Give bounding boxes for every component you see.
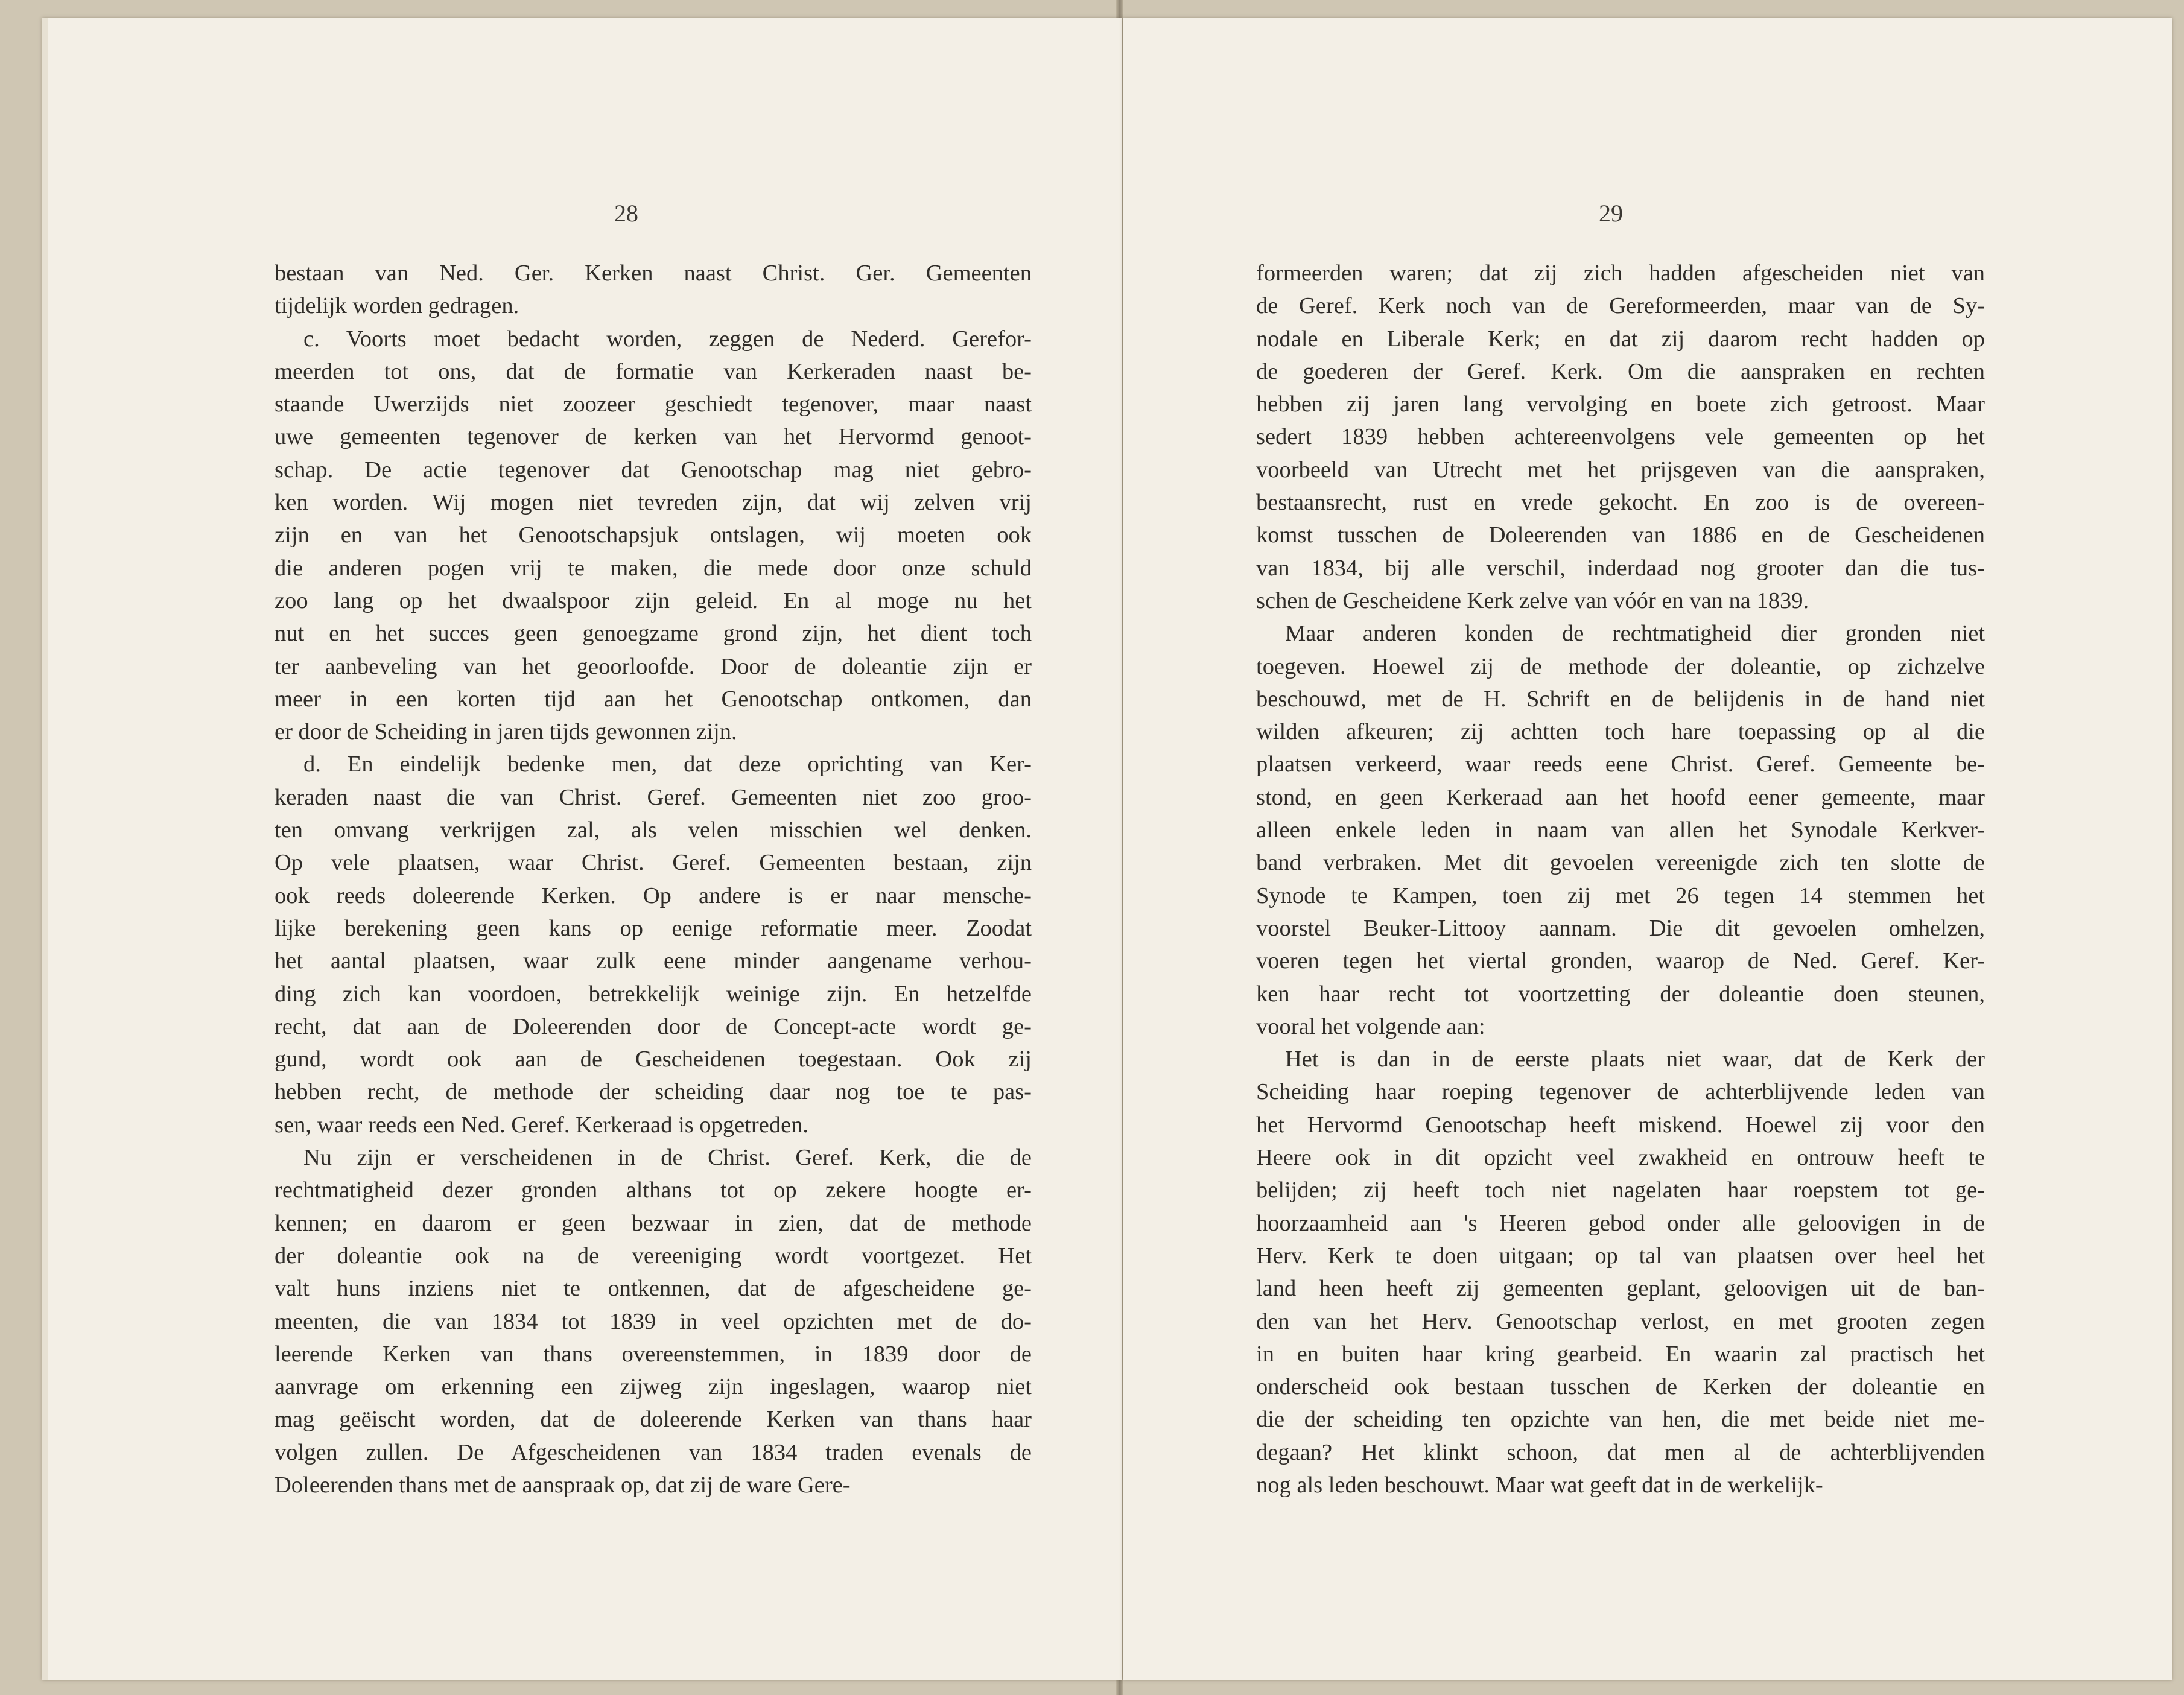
text-line: Het is dan in de eerste plaats niet waar, dat de Kerk der: [1285, 1047, 1985, 1072]
text-line: bestaan van Ned. Ger. Kerken naast Christ. Ger. Gemeenten: [275, 261, 1032, 286]
text-line: leerende Kerken van thans overeenstemmen, in 1839 door de: [275, 1341, 1032, 1367]
text-line: voorstel Beuker-Littooy aannam. Die dit gevoelen omhelzen,: [1256, 915, 1985, 941]
left-page: [42, 18, 1122, 1680]
text-line: belijden; zij heeft toch niet nagelaten haar roepstem tot ge-: [1256, 1177, 1985, 1203]
text-line: ding zich kan voordoen, betrekkelijk weinige zijn. En hetzelfde: [275, 981, 1032, 1007]
text-line: d. En eindelijk bedenke men, dat deze oprichting van Ker-: [303, 752, 1032, 778]
text-line: ook reeds doleerende Kerken. Op andere is er naar mensche-: [275, 882, 1032, 908]
text-line: Maar anderen konden de rechtmatigheid dier gronden niet: [1285, 621, 1985, 647]
text-line: rechtmatigheid dezer gronden althans tot op zekere hoogte er-: [275, 1177, 1032, 1203]
text-line: komst tusschen de Doleerenden van 1886 en de Gescheidenen: [1256, 522, 1985, 548]
text-line: mag geëischt worden, dat de doleerende Kerken van thans haar: [275, 1407, 1032, 1433]
text-line: formeerden waren; dat zij zich hadden afgescheiden niet van: [1256, 261, 1985, 286]
text-line: Doleerenden thans met de aanspraak op, dat zij de ware Gere-: [275, 1472, 851, 1498]
text-line: de goederen der Geref. Kerk. Om die aanspraken en rechten: [1256, 358, 1985, 384]
text-line: nodale en Liberale Kerk; en dat zij daarom recht hadden op: [1256, 326, 1985, 352]
text-line: ter aanbeveling van het geoorloofde. Door de doleantie zijn er: [275, 653, 1032, 679]
text-line: nut en het succes geen genoegzame grond zijn, het dient toch: [275, 621, 1032, 647]
text-line: zoo lang op het dwaalspoor zijn geleid. En al moge nu het: [275, 588, 1032, 613]
page-number-right: 29: [1599, 200, 1623, 227]
text-line: hebben zij jaren lang vervolging en boete zich getroost. Maar: [1256, 391, 1985, 417]
right-page-text: [1256, 257, 1985, 1501]
text-line: volgen zullen. De Afgescheidenen van 1834 traden evenals de: [275, 1439, 1032, 1465]
text-line: Synode te Kampen, toen zij met 26 tegen 14 stemmen het: [1256, 882, 1985, 908]
text-line: der doleantie ook na de vereeniging wordt voortgezet. Het: [275, 1243, 1032, 1269]
text-line: die anderen pogen vrij te maken, die mede door onze schuld: [275, 555, 1032, 581]
text-line: uwe gemeenten tegenover de kerken van het Hervormd genoot-: [275, 424, 1032, 450]
text-line: sedert 1839 hebben achtereenvolgens vele gemeenten op het: [1256, 424, 1985, 450]
text-line: Op vele plaatsen, waar Christ. Geref. Gemeenten bestaan, zijn: [275, 850, 1032, 876]
right-page: [1123, 18, 2172, 1680]
text-line: gund, wordt ook aan de Gescheidenen toegestaan. Ook zij: [275, 1047, 1032, 1072]
text-line: zijn en van het Genootschapsjuk ontslagen, wij moeten ook: [275, 522, 1032, 548]
text-line: tijdelijk worden gedragen.: [275, 293, 519, 319]
text-line: nog als leden beschouwt. Maar wat geeft dat in de werkelijk-: [1256, 1472, 1823, 1498]
text-line: het aantal plaatsen, waar zulk eene minder aangename verhou-: [275, 948, 1032, 974]
text-line: voorbeeld van Utrecht met het prijsgeven van die aanspraken,: [1256, 457, 1985, 483]
text-line: hoorzaamheid aan 's Heeren gebod onder alle geloovigen in de: [1256, 1210, 1985, 1236]
text-line: onderscheid ook bestaan tusschen de Kerken der doleantie en: [1256, 1374, 1985, 1400]
text-line: den van het Herv. Genootschap verlost, en met grooten zegen: [1256, 1308, 1985, 1334]
text-line: meer in een korten tijd aan het Genootschap ontkomen, dan: [275, 686, 1032, 712]
text-line: meenten, die van 1834 tot 1839 in veel opzichten met de do-: [275, 1308, 1032, 1334]
text-line: die der scheiding ten opzichte van hen, die met beide niet me-: [1256, 1407, 1985, 1433]
text-line: bestaansrecht, rust en vrede gekocht. En zoo is de overeen-: [1256, 490, 1985, 516]
text-line: aanvrage om erkenning een zijweg zijn ingeslagen, waarop niet: [275, 1374, 1032, 1400]
text-line: band verbraken. Met dit gevoelen vereenigde zich ten slotte de: [1256, 850, 1985, 876]
text-line: schap. De actie tegenover dat Genootschap mag niet gebro-: [275, 457, 1032, 483]
text-line: meerden tot ons, dat de formatie van Kerkeraden naast be-: [275, 358, 1032, 384]
text-line: toegeven. Hoewel zij de methode der doleantie, op zichzelve: [1256, 653, 1985, 679]
text-line: degaan? Het klinkt schoon, dat men al de achterblijvenden: [1256, 1439, 1985, 1465]
text-line: recht, dat aan de Doleerenden door de Concept-acte wordt ge-: [275, 1013, 1032, 1039]
text-line: land heen heeft zij gemeenten geplant, geloovigen uit de ban-: [1256, 1276, 1985, 1302]
text-line: het Hervormd Genootschap heeft miskend. Hoewel zij voor den: [1256, 1112, 1985, 1138]
text-line: sen, waar reeds een Ned. Geref. Kerkeraad is opgetreden.: [275, 1112, 809, 1138]
text-line: plaatsen verkeerd, waar reeds eene Christ. Geref. Gemeente be-: [1256, 752, 1985, 778]
text-line: wilden afkeuren; zij achtten toch hare toepassing op al die: [1256, 719, 1985, 745]
text-line: stond, en geen Kerkeraad aan het hoofd eener gemeente, maar: [1256, 784, 1985, 810]
text-line: de Geref. Kerk noch van de Gereformeerden, maar van de Sy-: [1256, 293, 1985, 319]
left-page-text: [275, 257, 1032, 1501]
text-line: Herv. Kerk te doen uitgaan; op tal van plaatsen over heel het: [1256, 1243, 1985, 1269]
text-line: voeren tegen het viertal gronden, waarop de Ned. Geref. Ker-: [1256, 948, 1985, 974]
text-line: ten omvang verkrijgen zal, als velen misschien wel denken.: [275, 817, 1032, 843]
page-number-left: 28: [614, 200, 638, 227]
text-line: Nu zijn er verscheidenen in de Christ. Geref. Kerk, die de: [303, 1145, 1032, 1171]
text-line: staande Uwerzijds niet zoozeer geschiedt tegenover, maar naast: [275, 391, 1032, 417]
text-line: ken haar recht tot voortzetting der doleantie doen steunen,: [1256, 981, 1985, 1007]
text-line: ken worden. Wij mogen niet tevreden zijn, dat wij zelven vrij: [275, 490, 1032, 516]
text-line: keraden naast die van Christ. Geref. Gemeenten niet zoo groo-: [275, 784, 1032, 810]
text-line: valt huns inziens niet te ontkennen, dat de afgescheidene ge-: [275, 1276, 1032, 1302]
text-line: kennen; en daarom er geen bezwaar in zien, dat de methode: [275, 1210, 1032, 1236]
text-line: schen de Gescheidene Kerk zelve van vóór en van na 1839.: [1256, 588, 1809, 613]
text-line: in en buiten haar kring gearbeid. En waarin zal practisch het: [1256, 1341, 1985, 1367]
text-line: alleen enkele leden in naam van allen het Synodale Kerkver-: [1256, 817, 1985, 843]
text-line: van 1834, bij alle verschil, inderdaad nog grooter dan die tus-: [1256, 555, 1985, 581]
text-line: hebben recht, de methode der scheiding daar nog toe te pas-: [275, 1079, 1032, 1105]
text-line: er door de Scheiding in jaren tijds gewonnen zijn.: [275, 719, 737, 745]
text-line: lijke berekening geen kans op eenige reformatie meer. Zoodat: [275, 915, 1032, 941]
text-line: Scheiding haar roeping tegenover de achterblijvende leden van: [1256, 1079, 1985, 1105]
text-line: c. Voorts moet bedacht worden, zeggen de Nederd. Gerefor-: [303, 326, 1032, 352]
text-line: Heere ook in dit opzicht veel zwakheid en ontrouw heeft te: [1256, 1145, 1985, 1171]
text-line: beschouwd, met de H. Schrift en de belijdenis in de hand niet: [1256, 686, 1985, 712]
text-line: vooral het volgende aan:: [1256, 1013, 1485, 1039]
